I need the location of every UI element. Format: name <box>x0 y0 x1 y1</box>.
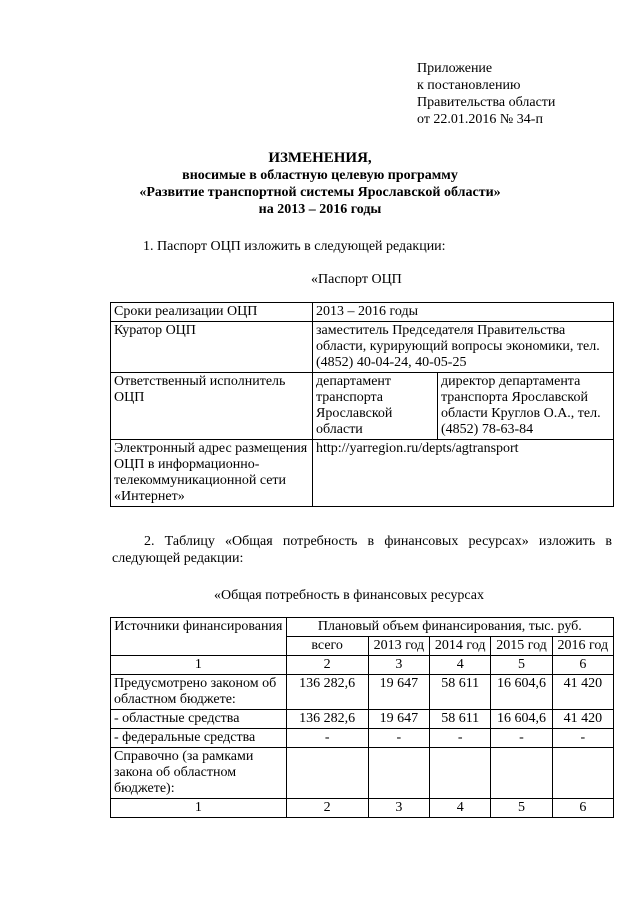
header-year: 2015 год <box>491 637 552 656</box>
table-row <box>111 303 614 322</box>
paragraph-2-line: 2. Таблицу «Общая потребность в финансовых ресурсах» изложить в <box>144 534 612 549</box>
header-year: 2014 год <box>430 637 491 656</box>
row-value <box>430 748 491 799</box>
passport-label: Электронный адрес размещения ОЦП в информационно-телекоммуникационной сети «Интернет» <box>111 440 313 507</box>
passport-title: «Паспорт ОЦП <box>311 272 402 287</box>
appendix-line: к постановлению <box>417 78 521 93</box>
row-value: 19 647 <box>368 675 429 710</box>
appendix-line: от 22.01.2016 № 34-п <box>417 112 543 127</box>
paragraph-2 <box>112 533 612 567</box>
header-year: 2016 год <box>552 637 613 656</box>
row-source: - областные средства <box>111 710 287 729</box>
index-cell: 6 <box>552 799 613 818</box>
index-cell: 4 <box>430 656 491 675</box>
table-index-row <box>111 656 614 675</box>
index-cell: 5 <box>491 799 552 818</box>
index-cell: 4 <box>430 799 491 818</box>
index-cell: 1 <box>111 656 287 675</box>
paragraph-2-line: следующей редакции: <box>112 551 244 566</box>
passport-value-department: департамент транспорта Ярославской области <box>313 373 438 440</box>
row-source: Справочно (за рамками закона об областном бюджете): <box>111 748 287 799</box>
table-row <box>111 322 614 373</box>
index-cell: 3 <box>368 799 429 818</box>
finance-table <box>110 617 614 818</box>
index-cell: 1 <box>111 799 287 818</box>
table-footer-row <box>111 799 614 818</box>
header-total: всего <box>286 637 368 656</box>
row-value <box>368 748 429 799</box>
row-value: 41 420 <box>552 675 613 710</box>
row-value: 16 604,6 <box>491 675 552 710</box>
row-value: - <box>368 729 429 748</box>
row-value <box>286 748 368 799</box>
passport-table <box>110 302 614 507</box>
row-value: 136 282,6 <box>286 675 368 710</box>
index-cell: 3 <box>368 656 429 675</box>
row-source: - федеральные средства <box>111 729 287 748</box>
row-value: 19 647 <box>368 710 429 729</box>
appendix-line: Правительства области <box>417 95 556 110</box>
header-year: 2013 год <box>368 637 429 656</box>
appendix-line: Приложение <box>417 61 493 76</box>
table-row <box>111 710 614 729</box>
heading-title: ИЗМЕНЕНИЯ, <box>268 150 372 166</box>
row-source: Предусмотрено законом об областном бюджете: <box>111 675 287 710</box>
index-cell: 2 <box>286 656 368 675</box>
row-value: 16 604,6 <box>491 710 552 729</box>
passport-label: Сроки реализации ОЦП <box>111 303 313 322</box>
appendix-block <box>417 60 555 128</box>
table-row <box>111 675 614 710</box>
header-source: Источники финансирования <box>111 618 287 656</box>
row-value: - <box>552 729 613 748</box>
index-cell: 6 <box>552 656 613 675</box>
index-cell: 2 <box>286 799 368 818</box>
row-value: - <box>430 729 491 748</box>
row-value: - <box>286 729 368 748</box>
table-row <box>111 748 614 799</box>
passport-label: Ответственный исполнитель ОЦП <box>111 373 313 440</box>
row-value: 136 282,6 <box>286 710 368 729</box>
heading-line: «Развитие транспортной системы Ярославской области» <box>139 185 501 200</box>
row-value <box>552 748 613 799</box>
row-value: 58 611 <box>430 675 491 710</box>
table-row <box>111 729 614 748</box>
passport-value: заместитель Председателя Правительства области, курирующий вопросы экономики, тел. (4852) 40-04-24, 40-05-25 <box>313 322 614 373</box>
passport-label: Куратор ОЦП <box>111 322 313 373</box>
index-cell: 5 <box>491 656 552 675</box>
row-value <box>491 748 552 799</box>
row-value: - <box>491 729 552 748</box>
heading-line: на 2013 – 2016 годы <box>258 202 382 217</box>
table-row <box>111 373 614 440</box>
passport-value-director: директор департамента транспорта Ярославской области Круглов О.А., тел. (4852) 78-63-84 <box>438 373 614 440</box>
row-value: 58 611 <box>430 710 491 729</box>
document-heading <box>0 150 640 218</box>
table-header-row <box>111 618 614 637</box>
passport-value: http://yarregion.ru/depts/agtransport <box>313 440 614 507</box>
finance-table-title: «Общая потребность в финансовых ресурсах <box>214 588 484 603</box>
heading-line: вносимые в областную целевую программу <box>182 168 458 183</box>
paragraph-1: 1. Паспорт ОЦП изложить в следующей редакции: <box>143 239 446 254</box>
table-row <box>111 440 614 507</box>
passport-value: 2013 – 2016 годы <box>313 303 614 322</box>
header-plan: Плановый объем финансирования, тыс. руб. <box>286 618 613 637</box>
row-value: 41 420 <box>552 710 613 729</box>
